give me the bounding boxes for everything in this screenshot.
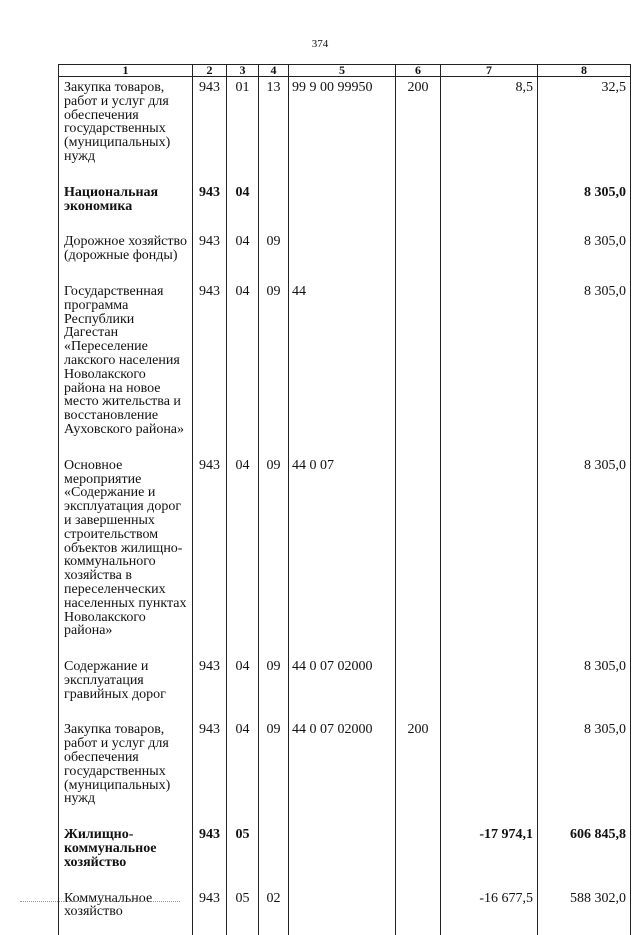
column-header: 5 [289,65,396,77]
target-article-cell [289,824,396,887]
change-amount-cell [441,719,538,824]
change-amount-cell [441,231,538,281]
total-amount-cell: 8 305,0 [538,656,631,719]
target-article-cell: 44 [289,281,396,455]
expense-type-cell [396,455,441,656]
subsection-code-cell [259,824,289,887]
target-article-cell [289,182,396,232]
section-code-cell: 04 [227,455,259,656]
target-article-cell: 99 9 00 99950 [289,77,396,182]
ministry-code-cell: 943 [193,231,227,281]
row-name-cell: Государственная программа Республики Дагестан «Переселение лакского населения Новолакского района на новое место жительства и восстановление Ауховского района» [59,281,193,455]
target-article-cell [289,888,396,935]
subsection-code-cell: 02 [259,888,289,935]
expense-type-cell [396,656,441,719]
column-header: 8 [538,65,631,77]
change-amount-cell [441,281,538,455]
target-article-cell: 44 0 07 [289,455,396,656]
table-row [59,888,631,935]
table-row [59,719,631,824]
expense-type-cell [396,231,441,281]
expense-type-cell [396,182,441,232]
expense-type-cell [396,824,441,887]
change-amount-cell: -17 974,1 [441,824,538,887]
ministry-code-cell: 943 [193,719,227,824]
ministry-code-cell: 943 [193,656,227,719]
column-header: 2 [193,65,227,77]
section-code-cell: 01 [227,77,259,182]
expense-type-cell: 200 [396,719,441,824]
target-article-cell: 44 0 07 02000 [289,656,396,719]
row-name-cell: Закупка товаров, работ и услуг для обеспечения государственных (муниципальных) нужд [59,77,193,182]
total-amount-cell: 8 305,0 [538,281,631,455]
expense-type-cell: 200 [396,77,441,182]
column-header: 1 [59,65,193,77]
total-amount-cell: 606 845,8 [538,824,631,887]
page-number: 374 [0,38,640,50]
column-header: 3 [227,65,259,77]
row-name-cell: Закупка товаров, работ и услуг для обеспечения государственных (муниципальных) нужд [59,719,193,824]
table-row [59,656,631,719]
subsection-code-cell: 09 [259,455,289,656]
ministry-code-cell: 943 [193,888,227,935]
total-amount-cell: 8 305,0 [538,182,631,232]
ministry-code-cell: 943 [193,281,227,455]
subsection-code-cell: 09 [259,656,289,719]
change-amount-cell: -16 677,5 [441,888,538,935]
expense-type-cell [396,888,441,935]
table-row [59,182,631,232]
row-name-cell: Коммунальное хозяйство [59,888,193,935]
table-row [59,824,631,887]
table-row [59,231,631,281]
change-amount-cell [441,182,538,232]
row-name-cell: Национальная экономика [59,182,193,232]
table-body [59,77,631,935]
budget-table [58,64,631,935]
table-row [59,455,631,656]
row-name-cell: Жилищно-коммунальное хозяйство [59,824,193,887]
scan-artifact-line [20,901,180,903]
expense-type-cell [396,281,441,455]
section-code-cell: 04 [227,719,259,824]
section-code-cell: 04 [227,656,259,719]
ministry-code-cell: 943 [193,182,227,232]
total-amount-cell: 8 305,0 [538,231,631,281]
column-header: 6 [396,65,441,77]
column-header: 4 [259,65,289,77]
row-name-cell: Основное мероприятие «Содержание и эксплуатация дорог и завершенных строительством объектов жилищно-коммунального хозяйства в переселенческих населенных пунктах Новолакского района» [59,455,193,656]
ministry-code-cell: 943 [193,455,227,656]
section-code-cell: 05 [227,824,259,887]
section-code-cell: 04 [227,281,259,455]
target-article-cell [289,231,396,281]
change-amount-cell [441,455,538,656]
subsection-code-cell: 09 [259,231,289,281]
table-row [59,77,631,182]
section-code-cell: 04 [227,231,259,281]
table-row [59,281,631,455]
total-amount-cell: 32,5 [538,77,631,182]
subsection-code-cell: 13 [259,77,289,182]
subsection-code-cell [259,182,289,232]
change-amount-cell [441,656,538,719]
total-amount-cell: 8 305,0 [538,455,631,656]
ministry-code-cell: 943 [193,77,227,182]
subsection-code-cell: 09 [259,719,289,824]
row-name-cell: Дорожное хозяйство (дорожные фонды) [59,231,193,281]
change-amount-cell: 8,5 [441,77,538,182]
row-name-cell: Содержание и эксплуатация гравийных дорог [59,656,193,719]
section-code-cell: 05 [227,888,259,935]
total-amount-cell: 8 305,0 [538,719,631,824]
column-header: 7 [441,65,538,77]
header-row [59,65,631,77]
section-code-cell: 04 [227,182,259,232]
ministry-code-cell: 943 [193,824,227,887]
subsection-code-cell: 09 [259,281,289,455]
total-amount-cell: 588 302,0 [538,888,631,935]
target-article-cell: 44 0 07 02000 [289,719,396,824]
